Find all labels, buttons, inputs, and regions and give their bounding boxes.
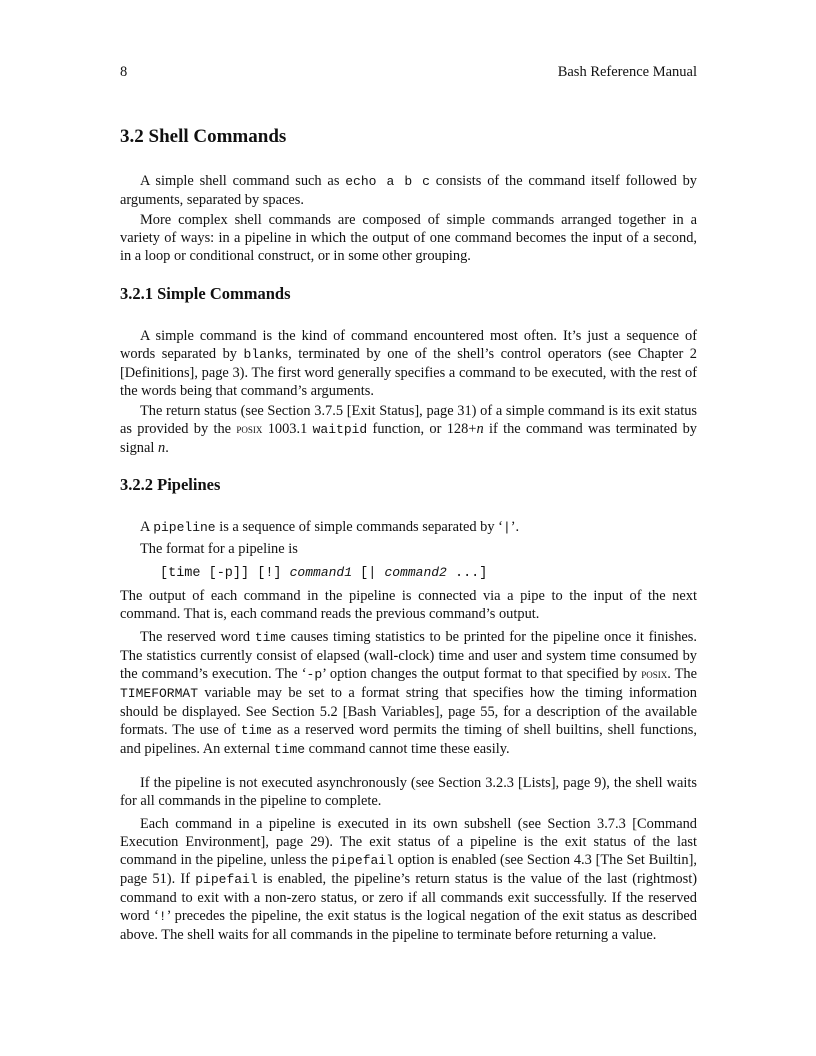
code-timeformat: TIMEFORMAT <box>120 686 199 701</box>
text: is a sequence of simple commands separated by ‘ <box>215 519 503 535</box>
text: function, or 128+ <box>367 421 477 437</box>
code-blank: blank <box>243 347 283 362</box>
code-pipefail: pipefail <box>331 853 394 868</box>
running-header <box>120 64 697 82</box>
text: . The <box>667 666 697 682</box>
syntax-text: [time [-p]] [!] <box>160 566 290 581</box>
text: Each command in a pipeline is executed in its own subshell (see Section 3.7.3 [Command Execution Environment], page 29). The exit status of a pipeline is the exit status of the last command in the pipeline, unless the <box>120 816 697 868</box>
paragraph-pipeline-definition <box>120 518 697 537</box>
code-time: time <box>273 742 306 757</box>
text: is enabled, the pipeline’s return status is the value of the last (rightmost) command to exit with a non-zero status, or zero if all commands exit successfully. If the reserved word ‘ <box>120 871 698 924</box>
text: as a reserved word permits the timing of shell builtins, shell functions, and pipelines. An external <box>120 722 697 757</box>
text: . <box>165 440 169 456</box>
text: if the command was terminated by signal <box>120 421 697 456</box>
text: The return status (see Section 3.7.5 [Exit Status], page 31) of a simple command is its exit status as provided by the <box>120 403 697 437</box>
running-title: Bash Reference Manual <box>557 64 697 80</box>
paragraph-subshell-exit-status <box>120 815 697 944</box>
pipeline-syntax <box>160 565 487 581</box>
italic-n: n <box>476 421 484 437</box>
code-pipeline: pipeline <box>153 520 216 535</box>
paragraph-return-status <box>120 402 697 457</box>
text: variable may be set to a format string that specifies how the timing information should be displayed. See Section 5.2 [Bash Variables], page 55, for a description of the available formats. The use of <box>120 685 697 738</box>
text: command cannot time these easily. <box>305 741 510 757</box>
paragraph-simple-shell-command <box>120 172 697 209</box>
code-bar: | <box>502 520 511 535</box>
posix-smallcaps: posix <box>641 666 668 681</box>
text: A simple shell command such as <box>140 173 346 189</box>
text: ’ precedes the pipeline, the exit status is the logical negation of the exit status as described above. The shell waits for all commands in the pipeline to terminate before returning a value. <box>120 908 697 943</box>
paragraph-time-reserved-word <box>120 628 697 759</box>
text: A <box>140 519 154 535</box>
text: A simple command is the kind of command encountered most often. It’s just a sequence of words separated by <box>120 328 697 362</box>
text: consists of the command itself followed by arguments, separated by spaces. <box>120 173 697 208</box>
paragraph-simple-command-definition <box>120 327 697 400</box>
page-number: 8 <box>120 64 128 80</box>
text: ’. <box>510 519 520 535</box>
code-echo: echo a b c <box>345 174 430 189</box>
paragraph-asynchronous: If the pipeline is not executed asynchronously (see Section 3.2.3 [Lists], page 9), the shell waits for all commands in the pipeline to complete. <box>120 775 697 809</box>
syntax-command2: command2 <box>384 565 447 580</box>
section-heading-3-2: 3.2 Shell Commands <box>120 126 287 147</box>
syntax-text: ...] <box>446 566 488 581</box>
paragraph-pipeline-output: The output of each command in the pipeline is connected via a pipe to the input of the next command. That is, each command reads the previous command’s output. <box>120 588 697 622</box>
code-time: time <box>254 630 287 645</box>
code-bang: ! <box>158 909 167 924</box>
text: s, terminated by one of the shell’s control operators (see Chapter 2 [Definitions], page 3). The first word generally specifies a command to be executed, with the rest of the words being that command’s arguments. <box>120 346 697 399</box>
paragraph-complex-commands: More complex shell commands are composed of simple commands arranged together in a variety of ways: in a pipeline in which the output of one command becomes the input of a second, in a loop or conditional construct, or in some other grouping. <box>120 212 697 264</box>
syntax-command1: command1 <box>289 565 353 580</box>
code-time: time <box>240 723 272 738</box>
text: 1003.1 <box>262 421 313 437</box>
text: The reserved word <box>140 629 255 645</box>
code-waitpid: waitpid <box>312 422 368 437</box>
syntax-text: [| <box>352 566 385 581</box>
text: causes timing statistics to be printed for the pipeline once it finishes. The statistics currently consist of elapsed (wall-clock) time and user and system time consumed by the command’s execution. The ‘ <box>120 629 697 682</box>
text: option is enabled (see Section 4.3 [The Set Builtin], page 51). If <box>120 852 697 887</box>
text: ’ option changes the output format to that specified by <box>322 666 642 682</box>
section-heading-3-2-2: 3.2.2 Pipelines <box>120 475 221 494</box>
code-pipefail: pipefail <box>195 872 258 887</box>
code-p-option: -p <box>306 667 323 682</box>
posix-smallcaps: posix <box>236 421 263 436</box>
section-heading-3-2-1: 3.2.1 Simple Commands <box>120 284 291 303</box>
paragraph-pipeline-format: The format for a pipeline is <box>140 541 298 557</box>
italic-n: n <box>157 440 166 456</box>
